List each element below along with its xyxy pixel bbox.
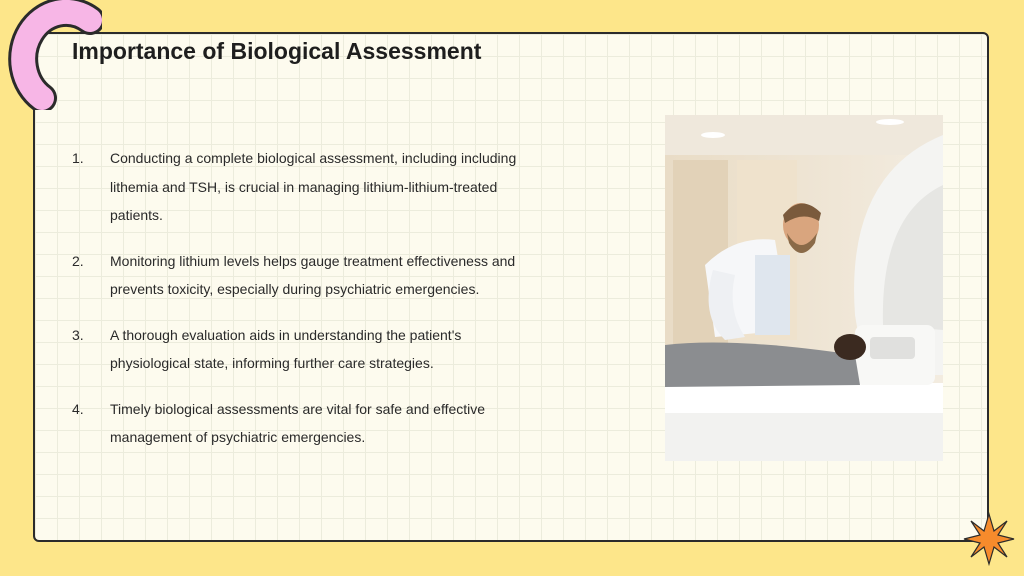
- list-item: [72, 247, 522, 304]
- list-item-text: Monitoring lithium levels helps gauge treatment effectiveness and prevents toxicity, especially during psychiatric emergencies.: [110, 252, 516, 297]
- assessment-list: [72, 144, 522, 469]
- slide-title: Importance of Biological Assessment: [72, 38, 482, 64]
- list-item-number: 3.: [72, 326, 84, 343]
- list-item-text: A thorough evaluation aids in understanding the patient's physiological state, informing further care strategies.: [110, 326, 462, 371]
- list-item-text: Timely biological assessments are vital for safe and effective management of psychiatric emergencies.: [110, 400, 486, 445]
- list-item: [72, 321, 522, 378]
- mri-doctor-photo: [665, 115, 943, 461]
- list-item-number: 2.: [72, 252, 84, 269]
- list-item: [72, 144, 522, 230]
- list-item-number: 4.: [72, 400, 84, 417]
- list-item-number: 1.: [72, 150, 84, 166]
- photo-credit-link[interactable]: Photo by Pexels: [707, 393, 773, 403]
- photo-illustration: [665, 115, 943, 461]
- orange-starburst-decoration: [962, 512, 1016, 566]
- list-item-text: Conducting a complete biological assessment, including including lithemia and TSH, is crucial in managing lithium-lithium-treated patients.: [110, 150, 517, 223]
- list-item: [72, 395, 522, 452]
